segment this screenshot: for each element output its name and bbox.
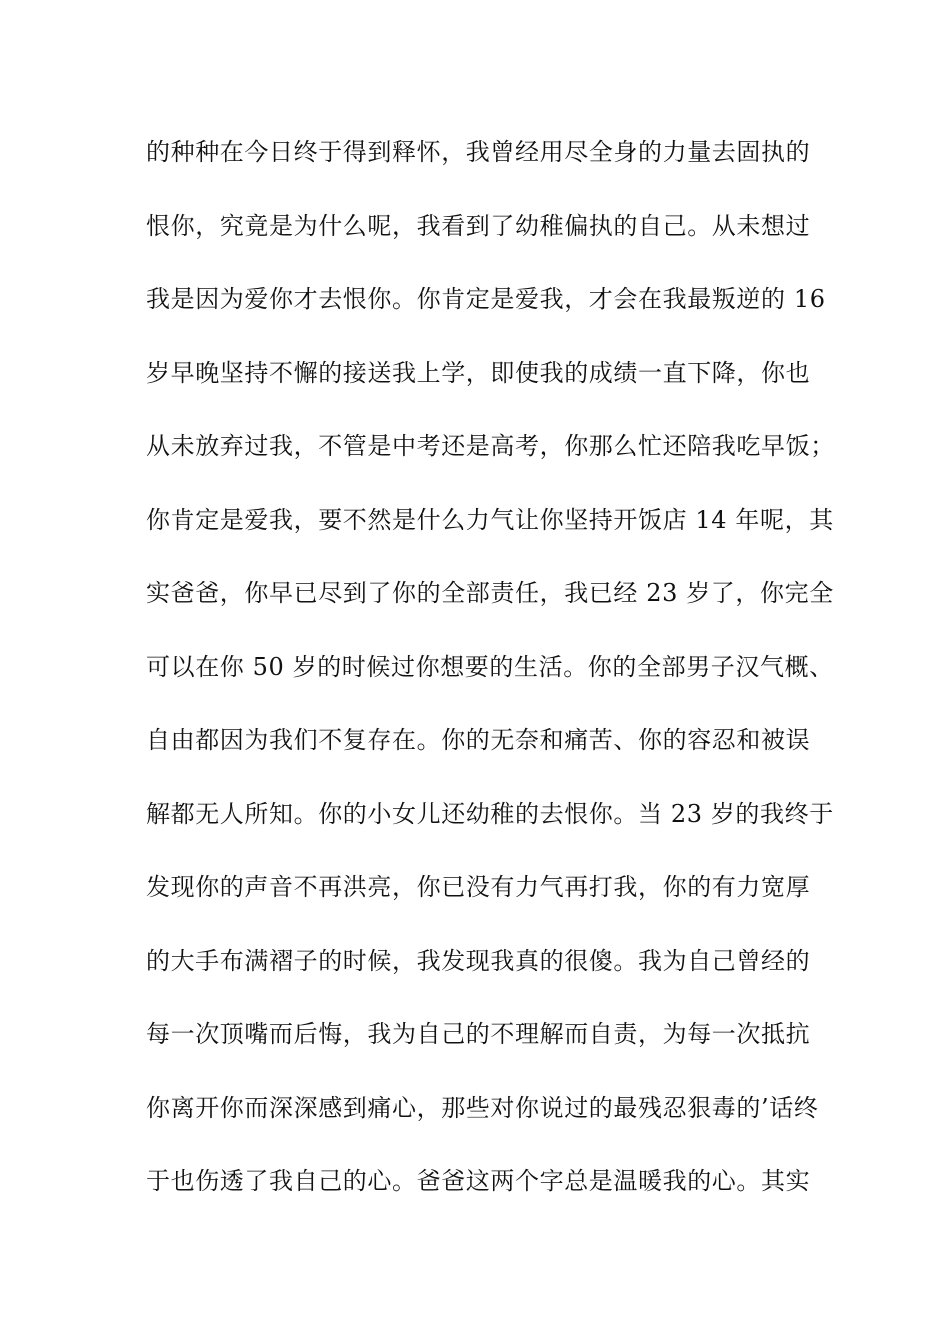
text-line: 我是因为爱你才去恨你。你肯定是爱我，才会在我最叛逆的 16 (146, 285, 826, 313)
text-line: 恨你，究竟是为什么呢，我看到了幼稚偏执的自己。从未想过 (146, 211, 811, 240)
text-line: 的大手布满褶子的时候，我发现我真的很傻。我为自己曾经的 (146, 946, 811, 975)
text-line: 每一次顶嘴而后悔，我为自己的不理解而自责，为每一次抵抗 (146, 1020, 811, 1048)
text-line: 于也伤透了我自己的心。爸爸这两个字总是温暖我的心。其实 (146, 1167, 811, 1195)
text-line: 你肯定是爱我，要不然是什么力气让你坚持开饭店 14 年呢，其 (146, 505, 834, 534)
text-line: 自由都因为我们不复存在。你的无奈和痛苦、你的容忍和被误 (146, 726, 811, 754)
text-line: 从未放弃过我，不管是中考还是高考，你那么忙还陪我吃早饭； (146, 432, 835, 460)
body-text (146, 132, 835, 1235)
text-line: 的种种在今日终于得到释怀，我曾经用尽全身的力量去固执的 (146, 138, 811, 166)
text-line: 实爸爸，你早已尽到了你的全部责任，我已经 23 岁了，你完全 (146, 579, 834, 607)
text-line: 可以在你 50 岁的时候过你想要的生活。你的全部男子汉气概、 (146, 652, 834, 681)
text-line: 解都无人所知。你的小女儿还幼稚的去恨你。当 23 岁的我终于 (146, 799, 834, 828)
text-line: 你离开你而深深感到痛心，那些对你说过的最残忍狠毒的’话终 (146, 1093, 819, 1122)
text-line: 发现你的声音不再洪亮，你已没有力气再打我，你的有力宽厚 (146, 873, 811, 901)
text-line: 岁早晚坚持不懈的接送我上学，即使我的成绩一直下降，你也 (146, 358, 811, 387)
